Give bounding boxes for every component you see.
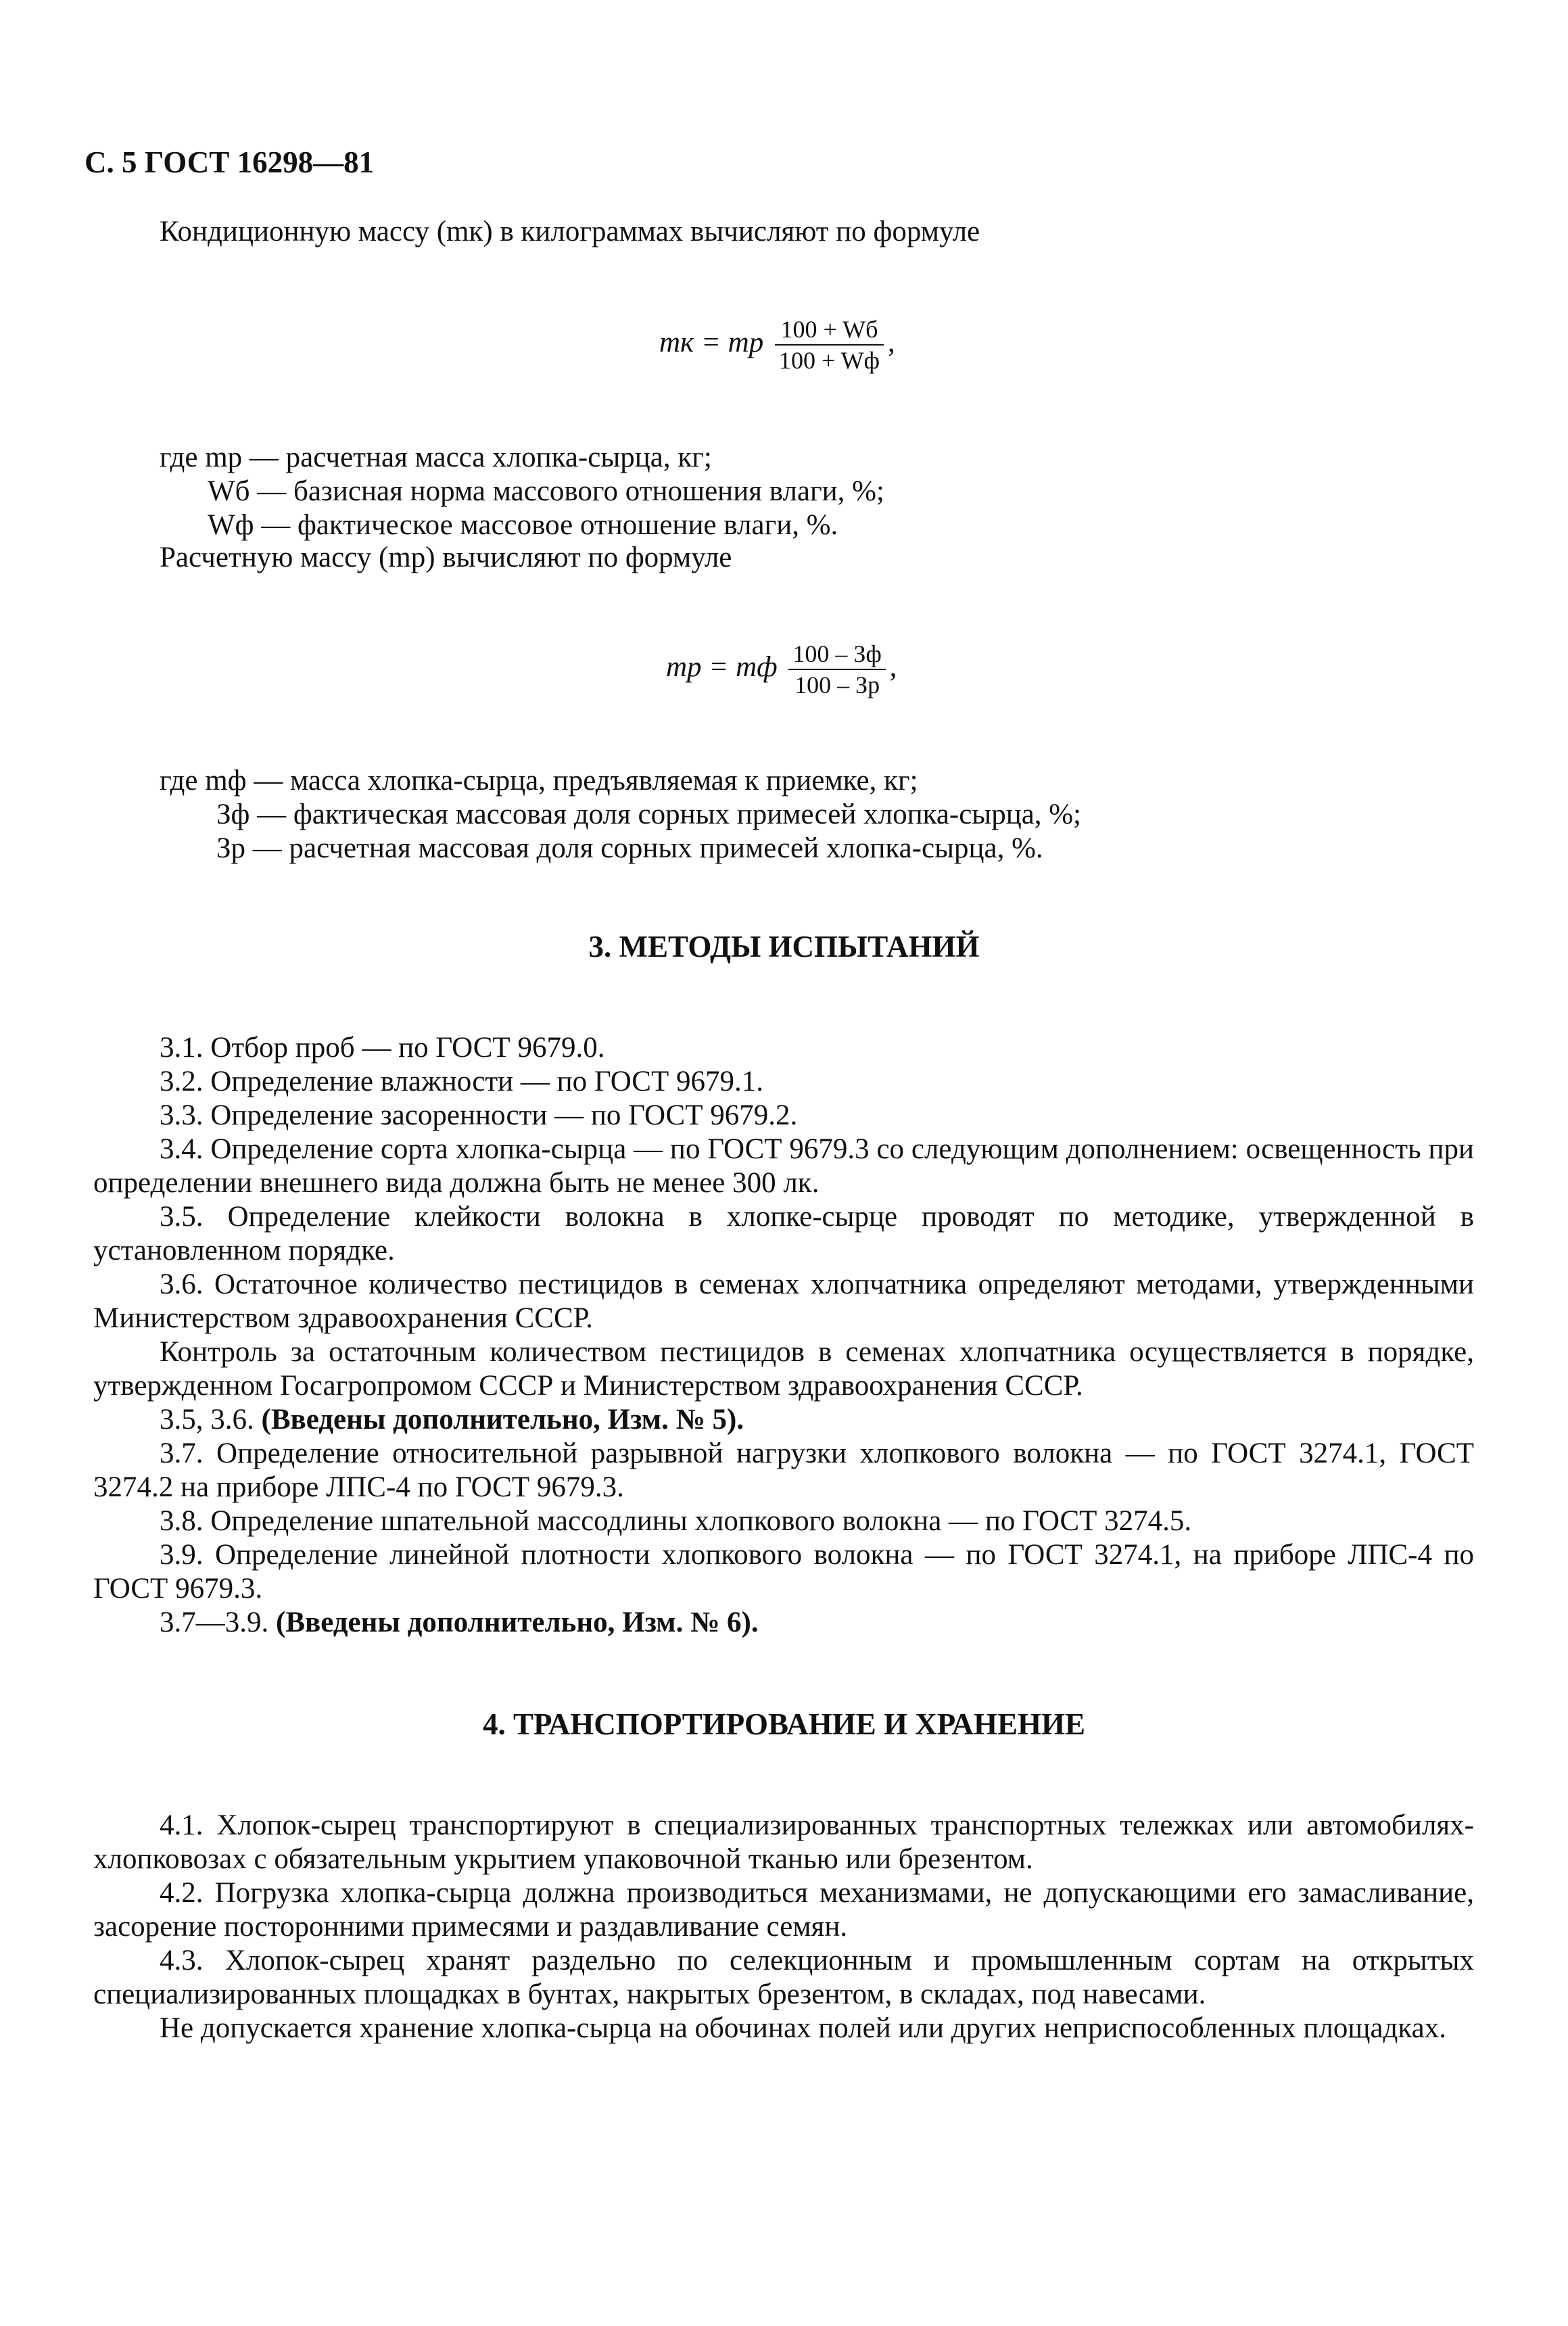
amendment-note-5-ref: 3.5, 3.6. <box>160 1404 254 1435</box>
formula2-tail: , <box>889 650 897 683</box>
intro-calculated-mass: Расчетную массу (mр) вычисляют по формуле <box>160 542 732 573</box>
clause-3-6-control: Контроль за остаточным количеством пестицидов в семенах хлопчатника осуществляется в порядке, утвержденном Госагропромом СССР и Министерством здравоохранения СССР. <box>93 1336 1474 1402</box>
clause-4-3: 4.3. Хлопок-сырец хранят раздельно по селекционным и промышленным сортам на открытых специализированных площадках в бунтах, накрытых брезентом, в складах, под навесами. <box>93 1945 1474 2010</box>
amendment-note-6-ref: 3.7—3.9. <box>160 1607 269 1638</box>
formula2-denominator: 100 – Зр <box>794 671 880 698</box>
formula-conditional-mass <box>659 314 895 375</box>
clause-3-4: 3.4. Определение сорта хлопка-сырца — по ГОСТ 9679.3 со следующим дополнением: освещенность при определении внешнего вида должна быть не менее 300 лк. <box>93 1133 1474 1199</box>
formula1-denominator: 100 + Wф <box>779 347 880 374</box>
formula2-numerator: 100 – Зф <box>788 639 885 670</box>
where2-line-2: Зф — фактическая массовая доля сорных примесей хлопка-сырца, %; <box>216 799 1082 830</box>
clause-4-1: 4.1. Хлопок-сырец транспортируют в специализированных транспортных тележках или автомобилях-хлопковозах с обязательным укрытием упаковочной тканью или брезентом. <box>93 1809 1474 1875</box>
formula2-fraction <box>788 639 885 700</box>
clause-3-7: 3.7. Определение относительной разрывной нагрузки хлопкового волокна — по ГОСТ 3274.1, ГОСТ 3274.2 на приборе ЛПС-4 по ГОСТ 9679.3. <box>93 1438 1474 1503</box>
clause-3-6: 3.6. Остаточное количество пестицидов в семенах хлопчатника определяют методами, утвержденными Министерством здравоохранения СССР. <box>93 1268 1474 1334</box>
amendment-note-5 <box>93 1403 1474 1437</box>
clause-3-3: 3.3. Определение засоренности — по ГОСТ 9679.2. <box>160 1099 798 1131</box>
where1-line-3: Wф — фактическое массовое отношение влаги, %. <box>208 509 838 541</box>
section-3-heading: 3. МЕТОДЫ ИСПЫТАНИЙ <box>588 930 980 964</box>
formula1-numerator: 100 + Wб <box>775 314 884 346</box>
formula1-tail: , <box>887 326 895 358</box>
formula-calculated-mass <box>666 639 897 700</box>
where2-line-3: Зр — расчетная массовая доля сорных примесей хлопка-сырца, %. <box>216 832 1043 864</box>
formula1-lhs: mк = mр <box>659 326 764 358</box>
clause-3-9: 3.9. Определение линейной плотности хлопкового волокна — по ГОСТ 3274.1, на приборе ЛПС-4 по ГОСТ 9679.3. <box>93 1539 1474 1605</box>
clause-3-1: 3.1. Отбор проб — по ГОСТ 9679.0. <box>160 1032 605 1064</box>
section-4-heading: 4. ТРАНСПОРТИРОВАНИЕ И ХРАНЕНИЕ <box>483 1707 1085 1741</box>
amendment-note-6 <box>93 1606 1474 1640</box>
clause-4-2: 4.2. Погрузка хлопка-сырца должна производиться механизмами, не допускающими его замасливание, засорение посторонними примесями и раздавливание семян. <box>93 1877 1474 1943</box>
amendment-note-5-text: (Введены дополнительно, Изм. № 5). <box>261 1404 744 1435</box>
running-head: С. 5 ГОСТ 16298—81 <box>85 145 375 179</box>
clause-3-8: 3.8. Определение шпательной массодлины хлопкового волокна — по ГОСТ 3274.5. <box>160 1505 1192 1537</box>
intro-conditional-mass: Кондиционную массу (mк) в килограммах вычисляют по формуле <box>160 216 980 247</box>
formula2-lhs: mр = mф <box>666 650 778 683</box>
where1-line-2: Wб — базисная норма массового отношения влаги, %; <box>208 475 884 507</box>
clause-3-2: 3.2. Определение влажности — по ГОСТ 9679.1. <box>160 1066 763 1097</box>
clause-4-3-storage: Не допускается хранение хлопка-сырца на обочинах полей или других неприспособленных площадках. <box>160 2012 1446 2044</box>
formula1-fraction <box>775 314 884 375</box>
where1-line-1: где mр — расчетная масса хлопка-сырца, кг; <box>160 442 712 473</box>
clause-3-5: 3.5. Определение клейкости волокна в хлопке-сырце проводят по методике, утвержденной в установленном порядке. <box>93 1201 1474 1266</box>
amendment-note-6-text: (Введены дополнительно, Изм. № 6). <box>276 1607 759 1638</box>
where2-line-1: где mф — масса хлопка-сырца, предъявляемая к приемке, кг; <box>160 765 918 797</box>
